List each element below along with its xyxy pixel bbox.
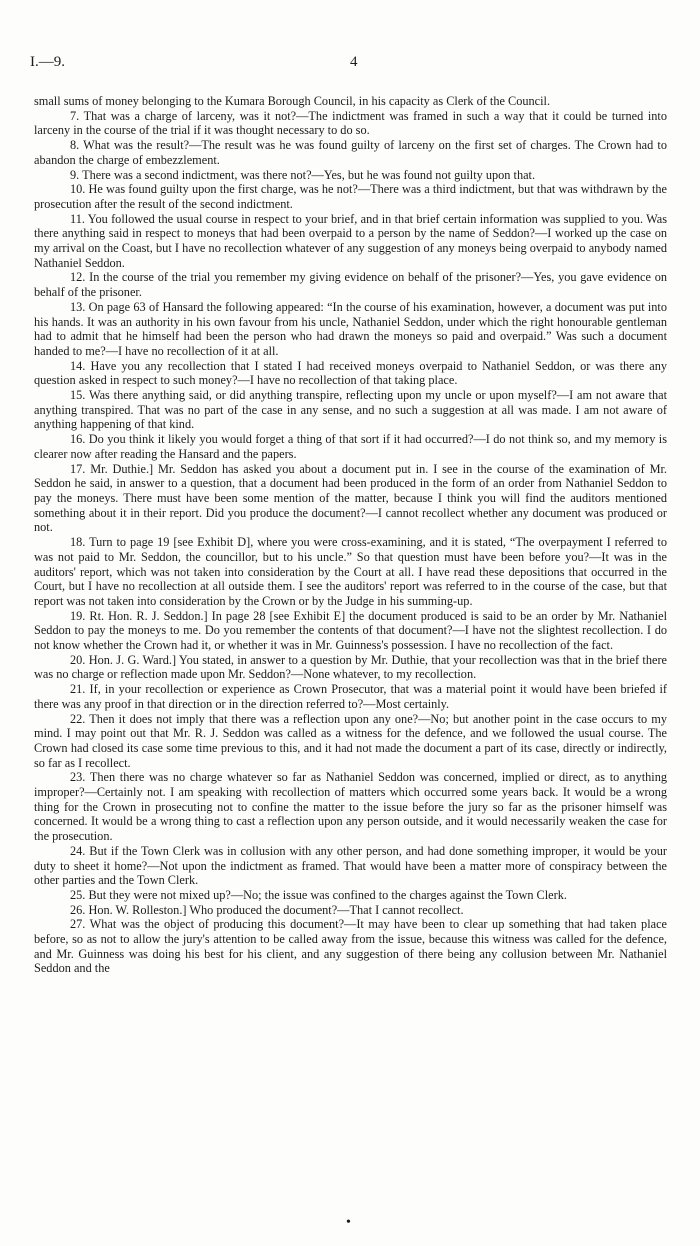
paragraph: 25. But they were not mixed up?—No; the issue was confined to the charges against the Town Clerk. <box>70 887 567 902</box>
paragraph: 21. If, in your recollection or experience as Crown Prosecutor, that was a material point it would have been briefed if there was any proof in that direction or in the direction referred to?—Most certainly. <box>34 682 667 711</box>
footer-mark: • <box>346 1215 351 1230</box>
paragraph: small sums of money belonging to the Kumara Borough Council, in his capacity as Clerk of the Council. <box>34 94 551 108</box>
paragraph: 22. Then it does not imply that there was a reflection upon any one?—No; but another point in the case occurs to my mind. I may point out that Mr. R. J. Seddon was called as a witness for the defence, and we followed the usual course. The Crown had closed its case some time previous to this, and it had not made the document a part of its case, directly or indirectly, so far as I recollect. <box>34 711 667 770</box>
paragraph: 15. Was there anything said, or did anything transpire, reflecting upon my uncle or upon myself?—I am not aware that anything transpired. That was no part of the case in any sense, and no such a suggestion at all was made. I am not aware of anything happening of that kind. <box>34 388 667 432</box>
paragraph: 27. What was the object of producing this document?—It may have been to clear up something that had taken place before, so as not to allow the jury's attention to be called away from the issue, because this witness was called for the defence, and Mr. Guinness was doing his best for his client, and any suggestion of there being any collusion between Mr. Nathaniel Seddon and the <box>34 917 667 976</box>
paragraph: 23. Then there was no charge whatever so far as Nathaniel Seddon was concerned, implied or direct, as to anything improper?—Certainly not. I am speaking with recollection of matters which occurred some years back. It would be a wrong thing for the Crown in prosecuting not to confine the matter to the issue before the jury so far as the prisoner himself was concerned. It would be a wrong thing to cast a reflection upon any person outside, and it would necessarily weaken the case for the prosecution. <box>34 770 667 844</box>
paragraph: 9. There was a second indictment, was there not?—Yes, but he was found not guilty upon that. <box>70 167 536 182</box>
page-reference: I.—9. <box>30 54 65 70</box>
paragraph: 11. You followed the usual course in respect to your brief, and in that brief certain information was supplied to you. Was there anything said in respect to moneys that had been overpaid to a person by the name of Seddon?—I worked up the case on my arrival on the Coast, but I have no recollection whatever of any suggestion of any moneys being overpaid to anybody named Nathaniel Seddon. <box>34 211 667 270</box>
paragraph: 17. Mr. Duthie.] Mr. Seddon has asked you about a document put in. I see in the course of the examination of Mr. Seddon he said, in answer to a question, that a document had been produced in the form of an order from Nathaniel Seddon to pay the moneys. There must have been some mention of the matter, because I think you will find the auditors mentioned something about it in their report. Did you produce the document?—I cannot recollect whether any document was produced or not. <box>34 461 667 535</box>
paragraph: 10. He was found guilty upon the first charge, was he not?—There was a third indictment, but that was withdrawn by the prosecution after the result of the second indictment. <box>34 182 667 211</box>
page-header <box>30 54 670 74</box>
paragraph: 19. Rt. Hon. R. J. Seddon.] In page 28 [see Exhibit E] the document produced is said to be an order by Mr. Nathaniel Seddon to pay the moneys to me. Do you remember the contents of that document?—I have not the slightest recollection. I do not know whether the Crown had it, or whether it was in Mr. Guinness's possession. I have no recollection of the fact. <box>34 608 667 653</box>
paragraph: 14. Have you any recollection that I stated I had received moneys overpaid to Nathaniel Seddon, or was there any question asked in respect to such money?—I have no recollection of that taking place. <box>34 358 667 388</box>
paragraph: 24. But if the Town Clerk was in collusion with any other person, and had done something improper, it would be your duty to sheet it home?—Not upon the indictment as framed. That would have been a matter more of conspiracy between the other parties and the Town Clerk. <box>34 843 667 888</box>
paragraph: 26. Hon. W. Rolleston.] Who produced the document?—That I cannot recollect. <box>70 902 464 917</box>
paragraph: 13. On page 63 of Hansard the following appeared: “In the course of his examination, however, a document was put into his hands. It was an authority in his own favour from his uncle, Nathaniel Seddon, under which the right honourable gentleman had to admit that he himself had been the person who had drawn the moneys so paid and overpaid.” Was such a document handed to me?—I have no recollection of it at all. <box>34 299 667 358</box>
paragraph: 20. Hon. J. G. Ward.] You stated, in answer to a question by Mr. Duthie, that your recollection was that in the brief there was no charge or reflection made upon Mr. Seddon?—None whatever, to my recollection. <box>34 652 667 682</box>
paragraph: 16. Do you think it likely you would forget a thing of that sort if it had occurred?—I do not think so, and my memory is clearer now after reading the Hansard and the papers. <box>34 432 667 461</box>
paragraph: 7. That was a charge of larceny, was it not?—The indictment was framed in such a way that it could be turned into larceny in the course of the trial if it was thought necessary to do so. <box>34 108 667 138</box>
body-text <box>34 94 667 976</box>
paragraph: 18. Turn to page 19 [see Exhibit D], where you were cross-examining, and it is stated, “The overpayment I referred to was not paid to Mr. Seddon, the councillor, but to his uncle.” So that question must have been before you?—It was in the auditors' report, which was not taken into consideration by the Court at all. I have read these depositions that occurred in the Court, but I have no recollection at all outside them. I see the auditors' report was referred to in the course of the case, but that report was not taken into consideration by the Crown or by the Judge in his summing-up. <box>34 535 667 608</box>
paragraph: 8. What was the result?—The result was he was found guilty of larceny on the first set of charges. The Crown had to abandon the charge of embezzlement. <box>34 138 667 167</box>
paragraph: 12. In the course of the trial you remember my giving evidence on behalf of the prisoner?—Yes, you gave evidence on behalf of the prisoner. <box>34 270 667 300</box>
page-number: 4 <box>350 54 358 70</box>
